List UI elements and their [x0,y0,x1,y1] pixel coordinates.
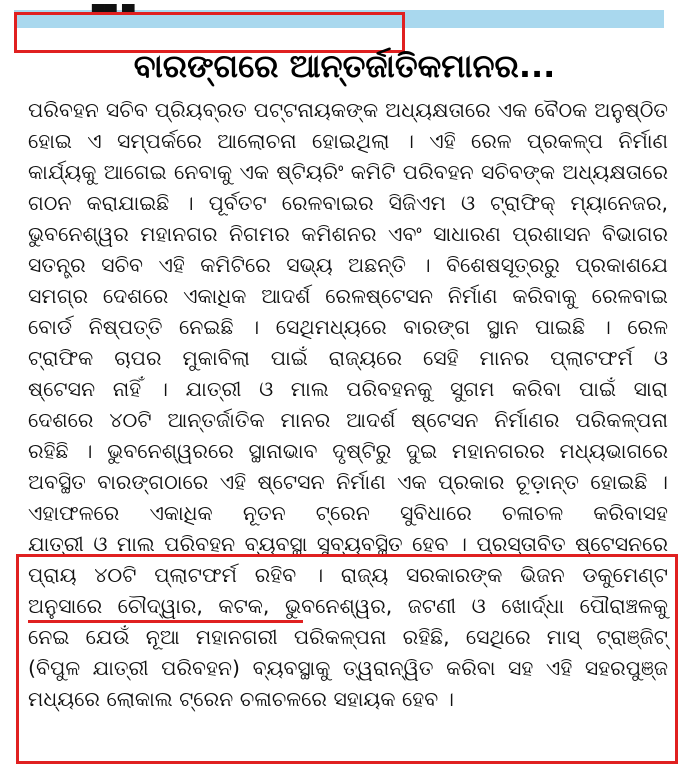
article-line: ଏହାଫଳରେ ଏକାଧିକ ନୂତନ ଟ୍ରେନ ସୁବିଧାରେ ଚଳାଚଳ କରିବାସହ [28,501,668,525]
article-line: ସମଗ୍ର ଦେଶରେ ଏକାଧିକ ଆଦର୍ଶ ରେଳଷ୍ଟେସନ ନିର୍ମାଣ କରିବାକୁ ରେଳବାଇ [28,284,668,308]
article-line: ଅନୁସାରେ ଚୌଦ୍ୱାର, କଟକ, ଭୁବନେଶ୍ୱର, ଜଟଣୀ ଓ ଖୋର୍ଦ୍ଧା ପୌରାଞ୍ଚଳକୁ [28,594,668,618]
annotation-box-bottom [16,554,678,764]
cutoff-header-fragment: ▀▀ ▀ [92,4,135,23]
article-line: ଟ୍ରାଫିକ ଚାପର ମୁକାବିଲା ପାଇଁ ରାଜ୍ୟରେ ସେହି ମାନର ପ୍ଲାଟଫର୍ମ ଓ [28,346,668,370]
article-line: ବୋର୍ଡ ନିଷ୍ପତ୍ତି ନେଇଛି । ସେଥିମଧ୍ୟରେ ବାରଙ୍ଗ ସ୍ଥାନ ପାଇଛି । ରେଳ [28,315,668,339]
article-line: ସତନ୍ତ୍ର ସଚିବ ଏହି କମିଟିରେ ସଭ୍ୟ ଅଛନ୍ତି । ବିଶେଷସୂତ୍ରରୁ ପ୍ରକାଶଯେ [28,253,668,277]
article-line-highlighted: ପ୍ରାୟ ୪୦ଟି ପ୍ଲାଟଫର୍ମ ରହିବ । ରାଜ୍ୟ ସରକାରଙ୍କ ଭିଜନ ଡକୁମେଣ୍ଟ [28,563,668,587]
article-headline: ବାରଙ୍ଗରେ ଆନ୍ତର୍ଜାତିକମାନର... [133,47,556,85]
article-line: ଦେଶରେ ୪୦ଟି ଆନ୍ତର୍ଜାତିକ ମାନର ଆଦର୍ଶ ଷ୍ଟେସନ ନିର୍ମାଣର ପରିକଳ୍ପନା [28,408,668,432]
article-line: (ବିପୁଳ ଯାତ୍ରୀ ପରିବହନ) ବ୍ୟବସ୍ଥାକୁ ତ୍ୱରାନ୍ୱିତ କରିବା ସହ ଏହି ସହରପୁଞ୍ଜ [28,656,668,680]
article-line: ମଧ୍ୟରେ ଲୋକାଲ ଟ୍ରେନ ଚଳାଚଳରେ ସହାୟକ ହେବ । [28,687,454,711]
article-line: ପରିବହନ ସଚିବ ପ୍ରିୟବ୍ରତ ପଟ୍ଟନାୟକଙ୍କ ଅଧ୍ୟକ୍ଷତାରେ ଏକ ବୈଠକ ଅନୁଷ୍ଠିତ [28,98,668,122]
article-line: କାର୍ଯ୍ୟକୁ ଆଗେଇ ନେବାକୁ ଏକ ଷ୍ଟିୟରିଂ କମିଟି ପରିବହନ ସଚିବଙ୍କ ଅଧ୍ୟକ୍ଷତାରେ [28,160,668,184]
article-line: ହୋଇ ଏ ସମ୍ପର୍କରେ ଆଲୋଚନା ହୋଇଥିଲା । ଏହି ରେଳ ପ୍ରକଳ୍ପ ନିର୍ମାଣ [28,129,668,153]
article-line: ଭୁବନେଶ୍ୱର ମହାନଗର ନିଗମର କମିଶନର ଏବଂ ସାଧାରଣ ପ୍ରଶାସନ ବିଭାଗର [28,222,668,246]
article-line: ଅବସ୍ଥିତ ବାରଙ୍ଗଠାରେ ଏହି ଷ୍ଟେସନ ନିର୍ମାଣ ଏକ ପ୍ରକାର ଚୂଡ଼ାନ୍ତ ହୋଇଛି । [28,470,668,494]
article-line: ଗଠନ କରାଯାଇଛି । ପୂର୍ବତଟ ରେଳବାଇର ସିଜିଏମ ଓ ଟ୍ରାଫିକ୍ ମ୍ୟାନେଜର, [28,191,668,215]
article-line: ନେଇ ଯେଉଁ ନୂଆ ମହାନଗରୀ ପରିକଳ୍ପନା ରହିଛି, ସେଥିରେ ମାସ୍ ଟ୍ରାଞ୍ଜିଟ୍ [28,625,668,649]
article-line: ଯାତ୍ରୀ ଓ ମାଲ ପରିବହନ ବ୍ୟବସ୍ଥା ସୁବ୍ୟବସ୍ଥିତ ହେବ । ପ୍ରସ୍ତାବିତ ଷ୍ଟେସନରେ [28,532,668,556]
article-line: ରହିଛି । ଭୁବନେଶ୍ୱରରେ ସ୍ଥାନାଭାବ ଦୃଷ୍ଟିରୁ ଦୁଇ ମହାନଗରର ମଧ୍ୟଭାଗରେ [28,439,668,463]
article-line: ଷ୍ଟେସନ ନାହିଁ । ଯାତ୍ରୀ ଓ ମାଲ ପରିବହନକୁ ସୁଗମ କରିବା ପାଇଁ ସାରା [28,377,668,401]
